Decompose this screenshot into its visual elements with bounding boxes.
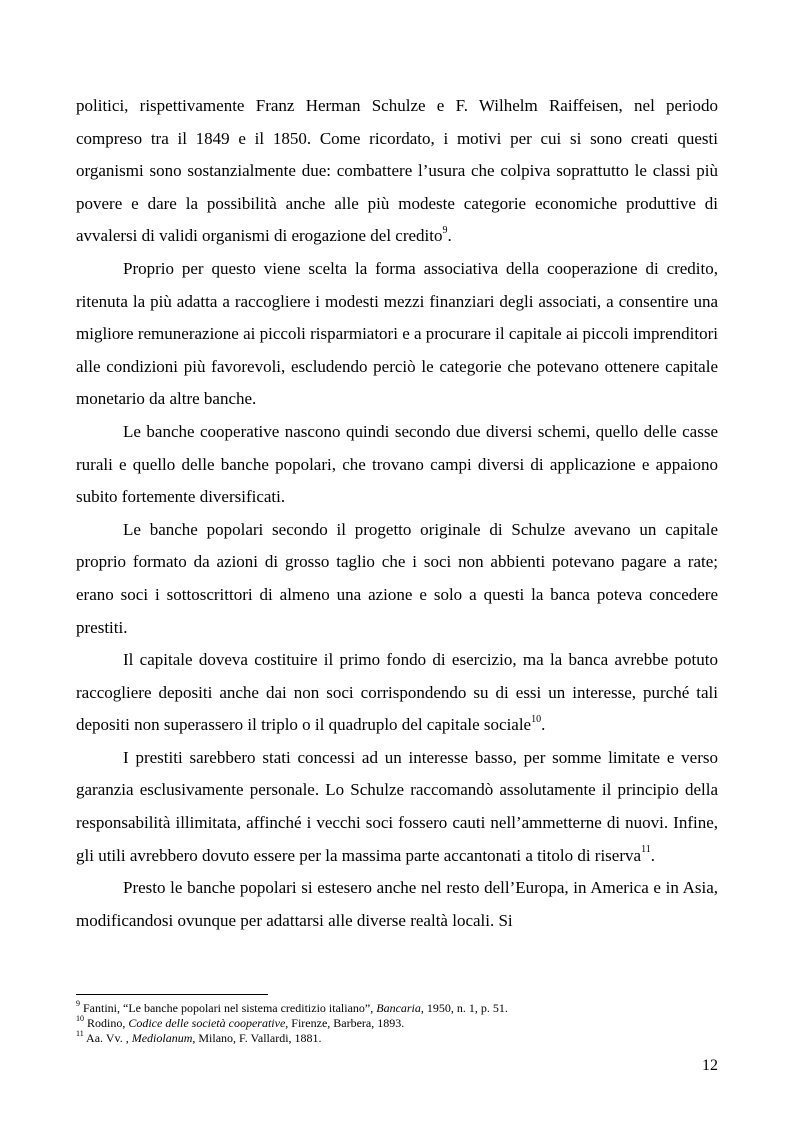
- footnote-title: Codice delle società cooperative: [128, 1016, 286, 1030]
- footnote-number: 9: [76, 999, 80, 1008]
- footnote-title: Bancaria: [376, 1001, 421, 1015]
- footnote: [76, 1001, 718, 1016]
- page-number: 12: [702, 1057, 718, 1074]
- footnote-text: , 1950, n. 1, p. 51.: [420, 1001, 508, 1015]
- paragraph-punctuation: .: [541, 715, 546, 735]
- paragraph-text: Il capitale doveva costituire il primo fondo di esercizio, ma la banca avrebbe potuto raccogliere depositi anche dai non soci corrispondendo su di essi un interesse, purché tali depositi non superassero il triplo o il quadruplo del capitale sociale: [76, 650, 718, 735]
- paragraph-text: I prestiti sarebbero stati concessi ad un interesse basso, per somme limitate e verso garanzia esclusivamente personale. Lo Schulze raccomandò assolutamente il principio della responsabilità illimitata, affinché i vecchi soci fossero cauti nell’ammetterne di nuovi. Infine, gli utili avrebbero dovuto essere per la massima parte accantonati a titolo di riserva: [76, 747, 718, 865]
- footnote-ref: 10: [531, 713, 542, 725]
- footnote-text: Aa. Vv. ,: [86, 1031, 132, 1045]
- paragraph-punctuation: .: [650, 845, 655, 865]
- paragraph: [76, 90, 718, 253]
- paragraph-text: Le banche popolari secondo il progetto originale di Schulze avevano un capitale proprio formato da azioni di grosso taglio che i soci non abbienti potevano pagare a rate; erano soci i sottoscrittori di almeno una azione e solo a questi la banca poteva concedere prestiti.: [76, 519, 718, 637]
- paragraph-text: Presto le banche popolari si estesero anche nel resto dell’Europa, in America e in Asia, modificandosi ovunque per adattarsi alle diverse realtà locali. Si: [76, 878, 718, 930]
- footnote-divider: [76, 994, 268, 995]
- footnote-text: , Milano, F. Vallardi, 1881.: [192, 1031, 322, 1045]
- paragraph: [76, 872, 718, 937]
- footnote-text: , Firenze, Barbera, 1893.: [285, 1016, 405, 1030]
- paragraph: [76, 742, 718, 872]
- paragraph: [76, 644, 718, 742]
- footnote-ref: 9: [442, 224, 448, 236]
- footnote-number: 10: [76, 1014, 84, 1023]
- paragraph: [76, 416, 718, 514]
- footnote-ref: 11: [641, 844, 651, 855]
- paragraph-punctuation: .: [447, 226, 452, 246]
- body-text: [76, 90, 718, 937]
- paragraph-text: Proprio per questo viene scelta la forma associativa della cooperazione di credito, ritenuta la più adatta a raccogliere i modesti mezzi finanziari degli associati, a consentire una migliore remunerazione ai piccoli risparmiatori e a procurare il capitale ai piccoli imprenditori alle condizioni più favorevoli, escludendo perciò le categorie che potevano ottenere capitale monetario da altre banche.: [76, 258, 718, 409]
- paragraph: [76, 253, 718, 416]
- footnote: [76, 1016, 718, 1031]
- footnote-title: Mediolanum: [131, 1031, 193, 1045]
- footnote: [76, 1031, 718, 1046]
- paragraph: [76, 514, 718, 644]
- footnote-text: Rodino,: [87, 1016, 129, 1030]
- paragraph-text: Le banche cooperative nascono quindi secondo due diversi schemi, quello delle casse rurali e quello delle banche popolari, che trovano campi diversi di applicazione e appaiono subito fortemente diversificati.: [76, 421, 718, 507]
- paragraph-text: politici, rispettivamente Franz Herman Schulze e F. Wilhelm Raiffeisen, nel periodo compreso tra il 1849 e il 1850. Come ricordato, i motivi per cui si sono creati questi organismi sono sostanzialmente due: combattere l’usura che colpiva soprattutto le classi più povere e dare la possibilità anche alle più modeste categorie economiche produttive di avvalersi di validi organismi di erogazione del credito: [76, 96, 718, 246]
- footnotes: [76, 1001, 718, 1046]
- footnote-text: Fantini, “Le banche popolari nel sistema creditizio italiano”,: [83, 1001, 377, 1015]
- footnote-number: 11: [76, 1029, 84, 1038]
